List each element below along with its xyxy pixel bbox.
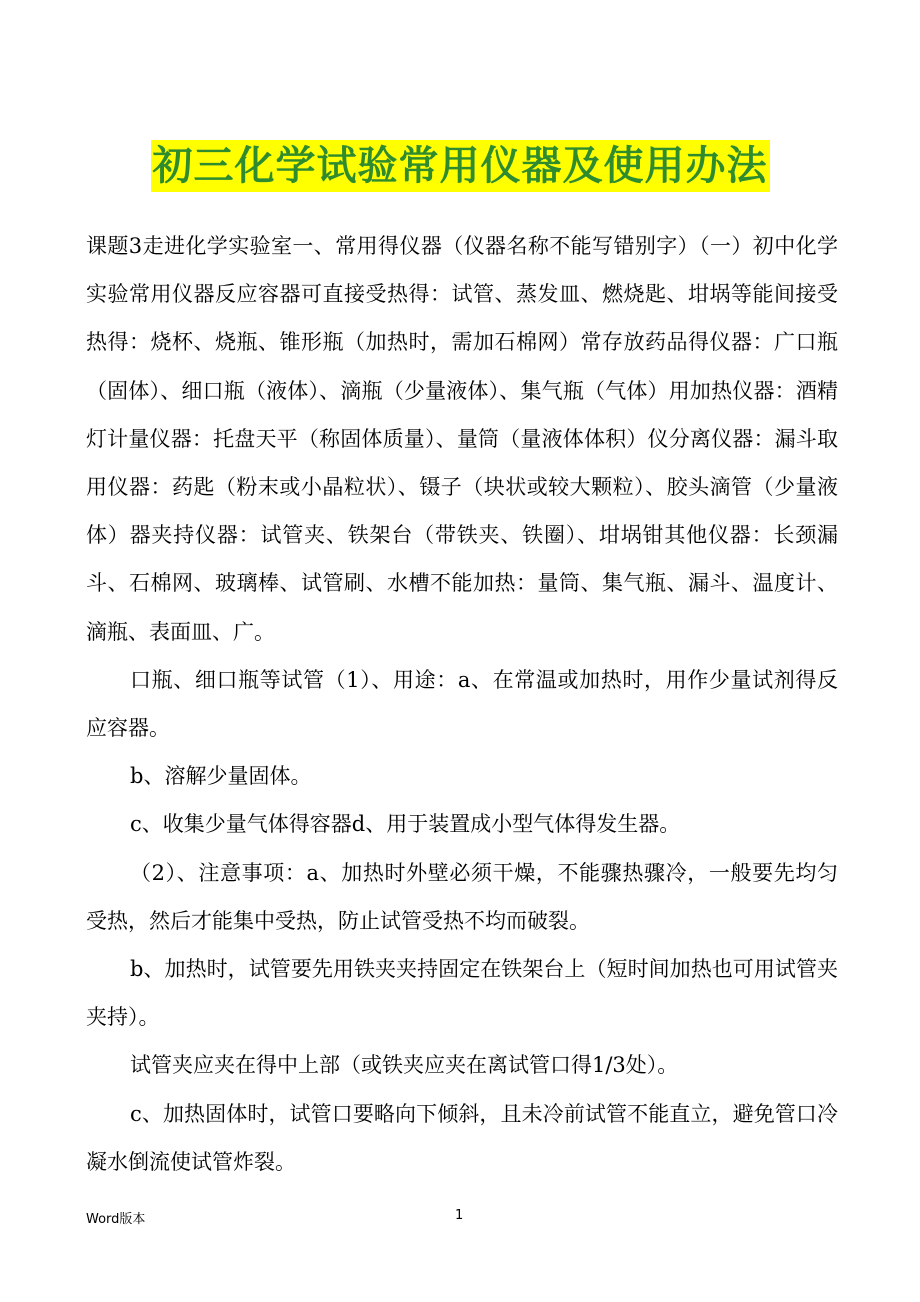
paragraph: 口瓶、细口瓶等试管（1）、用途：a、在常温或加热时，用作少量试剂得反应容器。: [86, 667, 838, 741]
paragraph: 课题3走进化学实验室一、常用得仪器（仪器名称不能写错别字）（一）初中化学实验常用仪器反应容器可直接受热得：试管、蒸发皿、燃烧匙、坩埚等能间接受热得：烧杯、烧瓶、锥形瓶（加热时，需加石棉网）常存放药品得仪器：广口瓶（固体）、细口瓶（液体）、滴瓶（少量液体）、集气瓶（气体）用加热仪器：酒精灯计量仪器：托盘天平（称固体质量）、量筒（量液体体积）仪分离仪器：漏斗取用仪器：药匙（粉末或小晶粒状）、镊子（块状或较大颗粒）、胶头滴管（少量液体）器夹持仪器：试管夹、铁架台（带铁夹、铁圈）、坩埚钳其他仪器：长颈漏斗、石棉网、玻璃棒、试管刷、水槽不能加热：量筒、集气瓶、漏斗、温度计、滴瓶、表面皿、广。: [86, 234, 838, 644]
paragraph: b、溶解少量固体。: [130, 764, 312, 789]
footer-label: Word版本: [86, 1212, 146, 1227]
page-number: 1: [455, 1208, 464, 1223]
paragraph: c、收集少量气体得容器d、用于装置成小型气体得发生器。: [130, 812, 681, 837]
paragraph: （2）、注意事项：a、加热时外壁必须干燥，不能骤热骤冷，一般要先均匀受热，然后才能集中受热，防止试管受热不均而破裂。: [86, 860, 838, 933]
paragraph: b、加热时，试管要先用铁夹夹持固定在铁架台上（短时间加热也可用试管夹夹持）。: [86, 957, 838, 1030]
document-body: [86, 222, 838, 1186]
title-container: [0, 140, 920, 192]
paragraph: c、加热固体时，试管口要略向下倾斜，且未冷前试管不能直立，避免管口冷凝水倒流使试管炸裂。: [86, 1101, 838, 1174]
document-title: 初三化学试验常用仪器及使用办法: [151, 140, 770, 192]
paragraph: 试管夹应夹在得中上部（或铁夹应夹在离试管口得1/3处）。: [130, 1053, 679, 1078]
